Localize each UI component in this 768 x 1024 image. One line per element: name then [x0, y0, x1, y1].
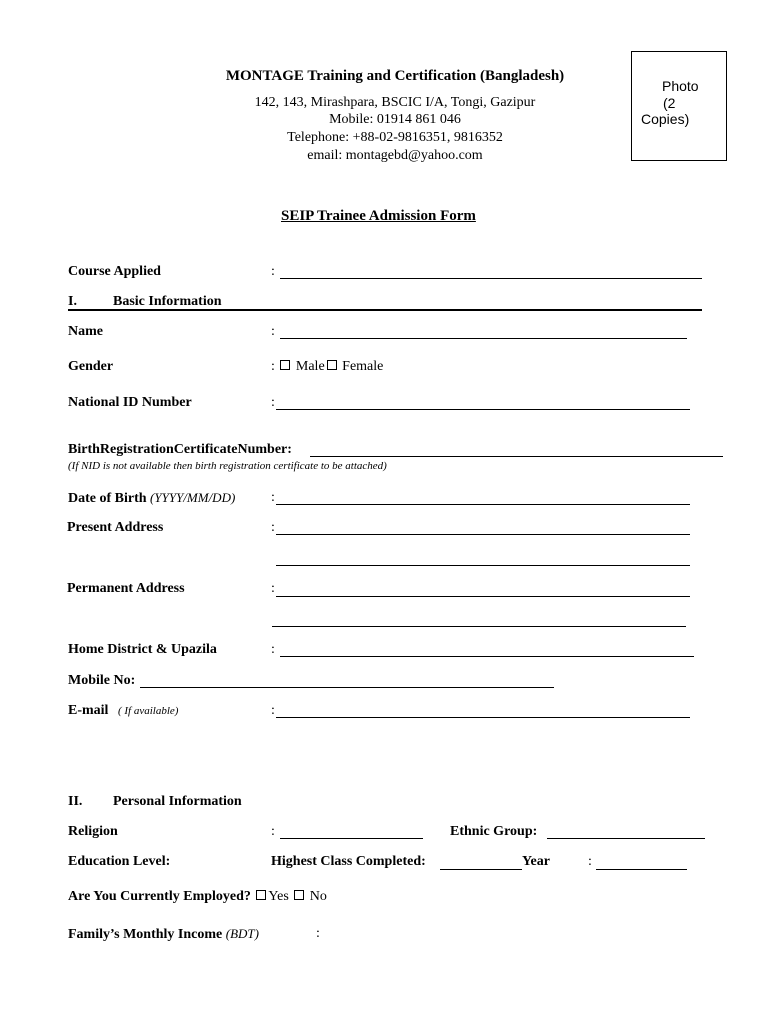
permanent-address-label: Permanent Address	[67, 581, 185, 596]
course-applied-line[interactable]	[280, 278, 702, 279]
religion-line[interactable]	[280, 838, 423, 839]
birth-reg-note: (If NID is not available then birth registration certificate to be attached)	[68, 460, 387, 472]
colon: :	[271, 824, 275, 839]
org-email: email: montagebd@yahoo.com	[307, 148, 483, 163]
female-label: Female	[342, 359, 384, 374]
email-line[interactable]	[276, 717, 690, 718]
colon: :	[271, 642, 275, 657]
present-address-line-1[interactable]	[276, 534, 690, 535]
ethnic-group-line[interactable]	[547, 838, 705, 839]
highest-class-line[interactable]	[440, 869, 522, 870]
birth-reg-label: BirthRegistrationCertificateNumber:	[68, 442, 292, 457]
photo-copies-label: Copies)	[641, 111, 690, 127]
photo-box	[631, 51, 727, 161]
employed-row	[68, 889, 327, 905]
section-2-title: Personal Information	[113, 794, 242, 809]
birth-reg-line[interactable]	[310, 456, 723, 457]
family-income-label: Family’s Monthly Income	[68, 927, 223, 942]
yes-label: Yes	[268, 889, 289, 904]
mobile-no-line[interactable]	[140, 687, 554, 688]
org-address: 142, 143, Mirashpara, BSCIC I/A, Tongi, Gazipur	[254, 95, 536, 110]
family-income-unit: (BDT)	[225, 926, 259, 941]
permanent-address-line-2[interactable]	[272, 626, 686, 627]
name-label: Name	[68, 324, 103, 339]
dob-format: (YYYY/MM/DD)	[150, 490, 236, 505]
section-1-title: Basic Information	[113, 294, 222, 309]
colon: :	[588, 854, 592, 869]
dob-label-group	[68, 490, 235, 507]
section-2-number: II.	[68, 794, 83, 809]
year-label: Year	[522, 854, 550, 869]
mobile-no-label: Mobile No:	[68, 673, 136, 688]
colon: :	[271, 581, 275, 596]
name-line[interactable]	[280, 338, 687, 339]
male-checkbox[interactable]	[280, 360, 290, 370]
org-name: MONTAGE Training and Certification (Bangladesh)	[225, 68, 565, 84]
no-checkbox[interactable]	[294, 890, 304, 900]
section-1-number: I.	[68, 294, 77, 309]
family-income-group	[68, 926, 259, 943]
section-1-divider	[68, 309, 702, 311]
year-line[interactable]	[596, 869, 687, 870]
present-address-label: Present Address	[67, 520, 164, 535]
colon: :	[271, 395, 275, 410]
employed-label: Are You Currently Employed?	[68, 889, 251, 904]
colon: :	[271, 324, 275, 339]
email-label-group	[68, 703, 178, 719]
highest-class-label: Highest Class Completed:	[271, 854, 426, 869]
photo-label: Photo	[662, 78, 699, 94]
no-label: No	[309, 889, 327, 904]
form-title: SEIP Trainee Admission Form	[281, 208, 476, 224]
colon: :	[271, 703, 275, 718]
home-district-label: Home District & Upazila	[68, 642, 217, 657]
org-mobile: Mobile: 01914 861 046	[329, 112, 461, 127]
gender-label: Gender	[68, 359, 114, 374]
colon: :	[271, 359, 275, 374]
education-level-label: Education Level:	[68, 854, 171, 869]
ethnic-group-label: Ethnic Group:	[450, 824, 538, 839]
dob-line[interactable]	[276, 504, 690, 505]
colon: :	[271, 264, 275, 279]
female-checkbox[interactable]	[327, 360, 337, 370]
religion-label: Religion	[68, 824, 118, 839]
national-id-label: National ID Number	[68, 395, 192, 410]
gender-options	[271, 359, 383, 375]
photo-copies-count: (2	[663, 95, 676, 111]
dob-label: Date of Birth	[68, 491, 147, 506]
yes-checkbox[interactable]	[256, 890, 266, 900]
colon: :	[271, 490, 275, 505]
present-address-line-2[interactable]	[276, 565, 690, 566]
colon: :	[271, 520, 275, 535]
email-note: ( If available)	[117, 705, 179, 717]
male-label: Male	[295, 359, 325, 374]
email-label: E-mail	[68, 703, 109, 718]
national-id-line[interactable]	[276, 409, 690, 410]
org-telephone: Telephone: +88-02-9816351, 9816352	[287, 130, 503, 145]
home-district-line[interactable]	[280, 656, 694, 657]
colon: :	[316, 926, 320, 941]
permanent-address-line-1[interactable]	[276, 596, 690, 597]
course-applied-label: Course Applied	[68, 264, 161, 279]
